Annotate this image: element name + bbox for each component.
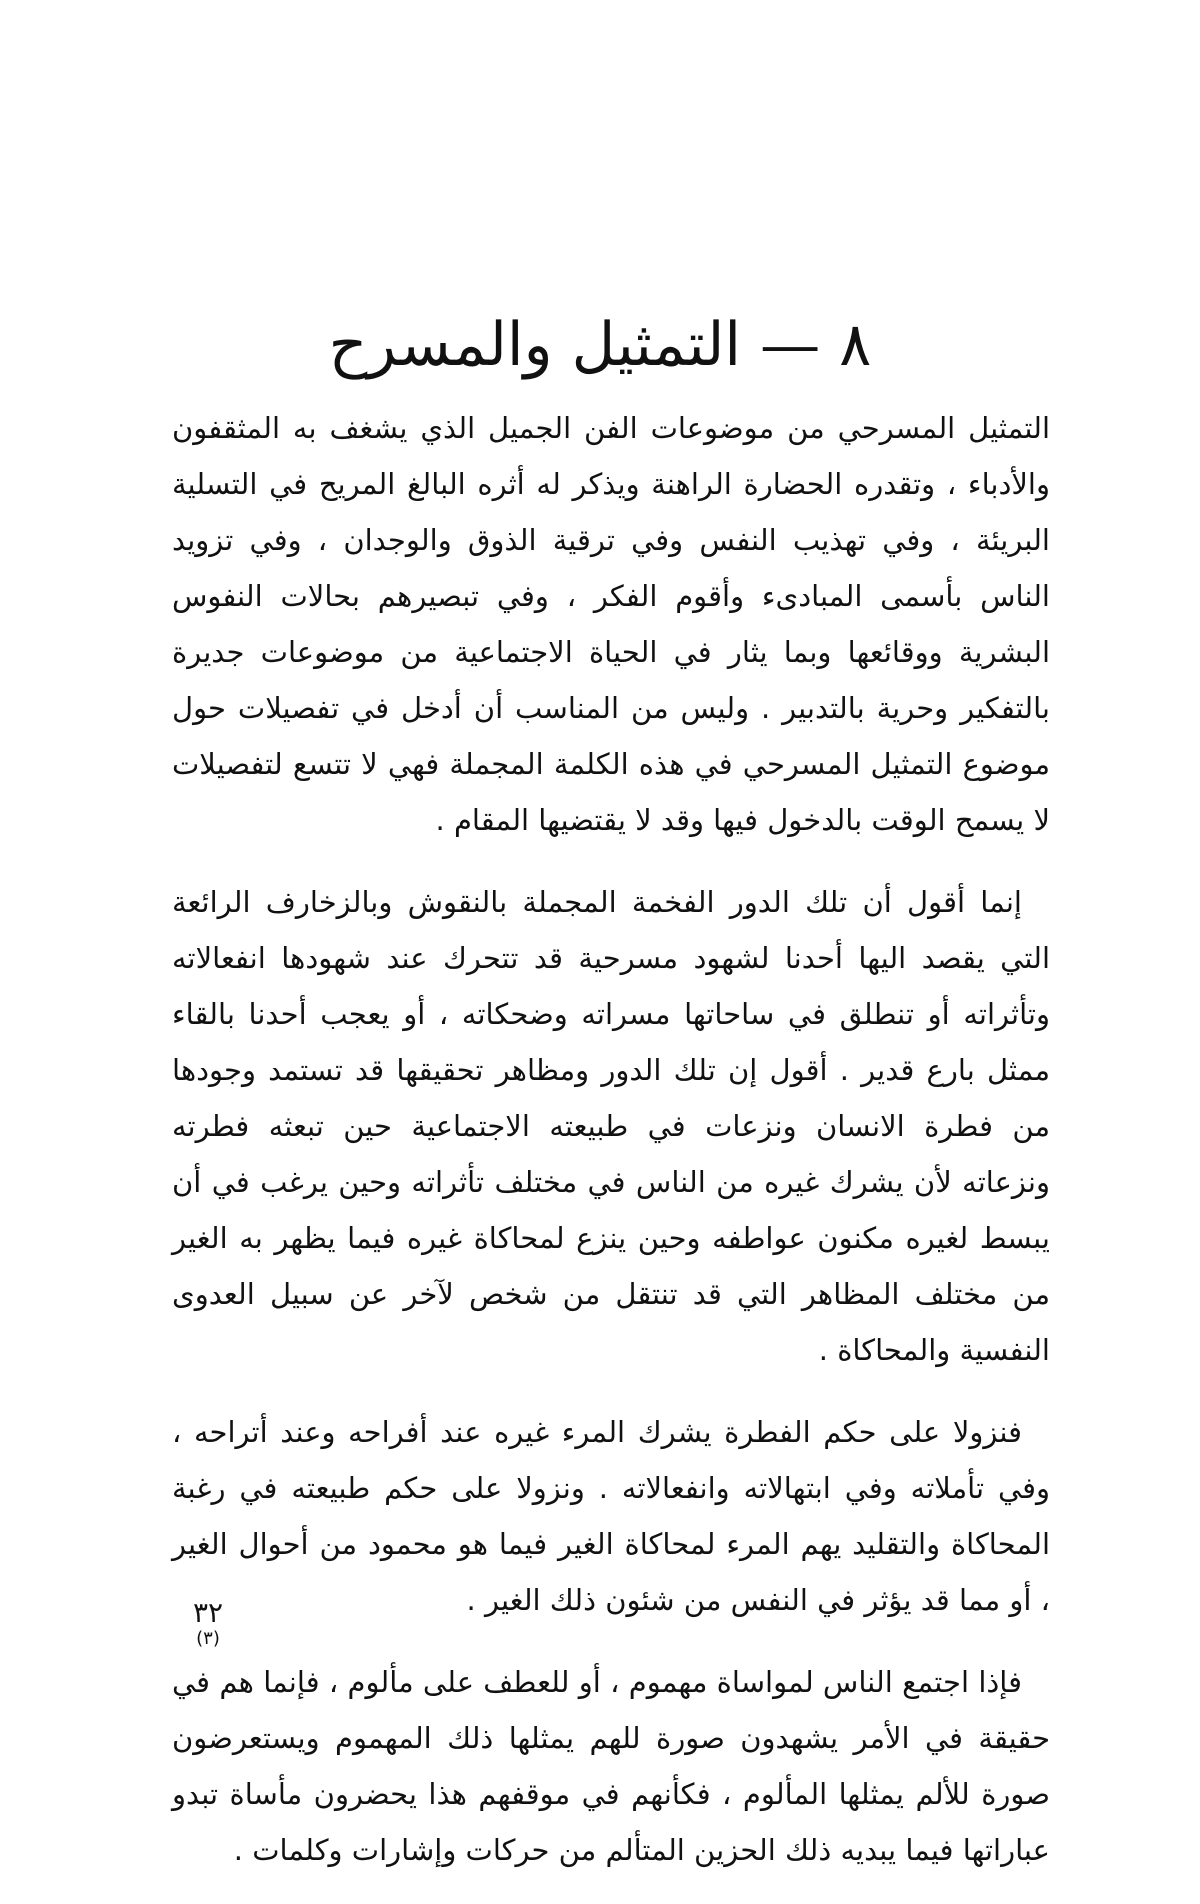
paragraph-1: التمثيل المسرحي من موضوعات الفن الجميل الذي يشغف به المثقفون والأدباء ، وتقدره الحضارة الراهنة ويذكر له أثره البالغ المريح في التسلية البريئة ، وفي تهذيب النفس وفي ترقية الذوق والوجدان ، وفي تزويد الناس بأسمى المبادىء وأقوم الفكر ، وفي تبصيرهم بحالات النفوس البشرية ووقائعها وبما يثار في الحياة الاجتماعية من موضوعات جديرة بالتفكير وحرية بالتدبير . وليس من المناسب أن أدخل في تفصيلات حول موضوع التمثيل المسرحي في هذه الكلمة المجملة فهي لا تتسع لتفصيلات لا يسمح الوقت بالدخول فيها وقد لا يقتضيها المقام . bbox=[172, 411, 1050, 837]
signature-mark: (٣) bbox=[196, 1628, 220, 1649]
page-number: ٣٢ bbox=[192, 1596, 224, 1629]
paragraph-2: إنما أقول أن تلك الدور الفخمة المجملة بالنقوش وبالزخارف الرائعة التي يقصد اليها أحدنا لشهود مسرحية قد تتحرك عند شهودها انفعالاته وتأثراته أو تنطلق في ساحاتها مسراته وضحكاته ، أو يعجب أحدنا بالقاء ممثل بارع قدير . أقول إن تلك الدور ومظاهر تحقيقها قد تستمد وجودها من فطرة الانسان ونزعات في طبيعته الاجتماعية حين تبعثه فطرته ونزعاته لأن يشرك غيره من الناس في مختلف تأثراته وحين يرغب في أن يبسط لغيره مكنون عواطفه وحين ينزع لمحاكاة غيره فيما يظهر به الغير من مختلف المظاهر التي قد تنتقل من شخص لآخر عن سبيل العدوى النفسية والمحاكاة . bbox=[172, 885, 1050, 1367]
body-text bbox=[172, 400, 1050, 1904]
chapter-title: ٨ — التمثيل والمسرح bbox=[328, 310, 872, 380]
paragraph-3: فنزولا على حكم الفطرة يشرك المرء غيره عند أفراحه وعند أتراحه ، وفي تأملاته وفي ابتهالاته وانفعالاته . ونزولا على حكم طبيعته في رغبة المحاكاة والتقليد يهم المرء لمحاكاة الغير فيما هو محمود من أحوال الغير ، أو مما قد يؤثر في النفس من شئون ذلك الغير . bbox=[172, 1415, 1050, 1617]
page-footer bbox=[168, 1598, 248, 1650]
paragraph-4: فإذا اجتمع الناس لمواساة مهموم ، أو للعطف على مألوم ، فإنما هم في حقيقة في الأمر يشهدون صورة للهم يمثلها ذلك المهموم ويستعرضون صورة للألم يمثلها المألوم ، فكأنهم في موقفهم هذا يحضرون مأساة تبدو عباراتها فيما يبديه ذلك الحزين المتألم من حركات وإشارات وكلمات . bbox=[172, 1665, 1050, 1867]
